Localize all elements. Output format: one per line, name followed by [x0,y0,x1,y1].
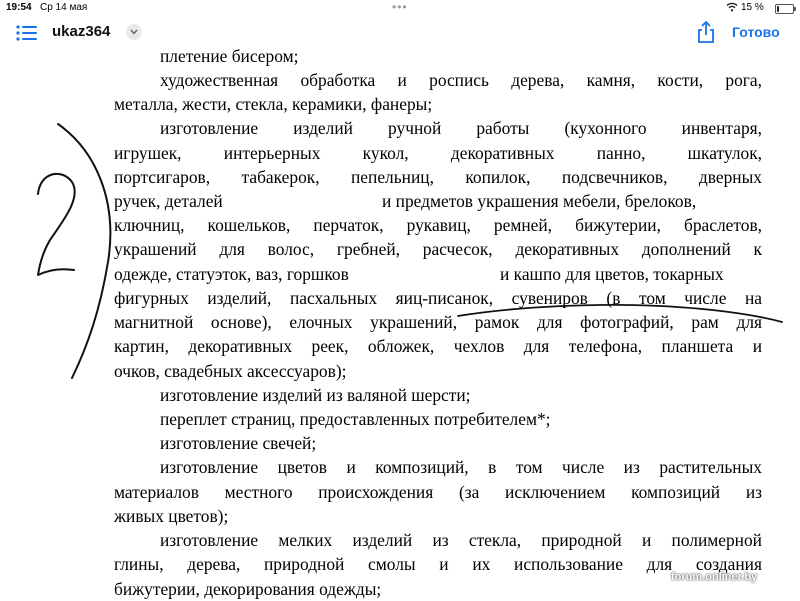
doc-line: магнитной основе), елочных украшений, рамок для фотографий, рам для [114,312,762,332]
doc-line: портсигаров, табакерок, пепельниц, копилок, подсвечников, дверных [114,167,762,187]
doc-line: игрушек, интерьерных кукол, декоративных панно, шкатулок, [114,143,762,163]
doc-line: бижутерии, декорирования одежды; [114,579,382,599]
title-menu-button[interactable] [126,24,142,40]
doc-line: изготовление мелких изделий из стекла, природной и полимерной [160,530,762,550]
doc-line: украшений для волос, гребней, расчесок, декоративных дополнений к [114,239,762,259]
doc-line-part: одежде, статуэток, ваз, горшков [114,264,349,284]
doc-line: живых цветов); [114,506,229,526]
doc-line: художественная обработка и роспись дерева, камня, кости, рога, [160,70,762,90]
status-date: Ср 14 мая [40,2,88,13]
done-button[interactable]: Готово [732,24,780,40]
doc-line: картин, декоративных реек, обложек, чехлов для телефона, планшета и [114,336,762,356]
watermark: forum.onliner.by [671,571,758,583]
doc-line: фигурных изделий, пасхальных яиц-писанок, сувениров (в том числе на [114,288,762,308]
multitask-dots-icon[interactable]: ••• [392,0,408,14]
list-icon[interactable] [16,24,38,42]
battery-fill [777,6,779,12]
document-page [0,46,800,600]
doc-line-part: ручек, деталей [114,191,223,211]
battery-percent: 15 % [741,2,764,13]
doc-line: очков, свадебных аксессуаров); [114,361,347,381]
doc-line: изготовление цветов и композиций, в том числе из растительных [160,457,762,477]
doc-line: глины, дерева, природной смолы и их использование для создания [114,554,762,574]
share-icon[interactable] [696,20,716,44]
doc-line: плетение бисером; [160,46,299,66]
doc-line: изготовление изделий ручной работы (кухонного инвентаря, [160,118,762,138]
doc-line: изготовление свечей; [160,433,317,453]
doc-line [114,262,762,286]
document-title[interactable]: ukaz364 [52,23,111,40]
doc-line: материалов местного происхождения (за исключением композиций из [114,482,762,502]
doc-line: металла, жести, стекла, керамики, фанеры; [114,94,433,114]
status-time: 19:54 [6,2,32,13]
status-bar [0,0,800,16]
doc-line-part: и предметов украшения мебели, брелоков, [382,191,697,211]
wifi-icon [726,1,738,13]
doc-line: изготовление изделий из валяной шерсти; [160,385,471,405]
doc-line: ключниц, кошельков, перчаток, рукавиц, ремней, бижутерии, браслетов, [114,215,762,235]
doc-line-part: и кашпо для цветов, токарных [500,264,724,284]
battery-icon [775,4,794,14]
chevron-down-icon [130,29,138,35]
doc-line [114,189,762,213]
doc-line: переплет страниц, предоставленных потребителем*; [160,409,551,429]
